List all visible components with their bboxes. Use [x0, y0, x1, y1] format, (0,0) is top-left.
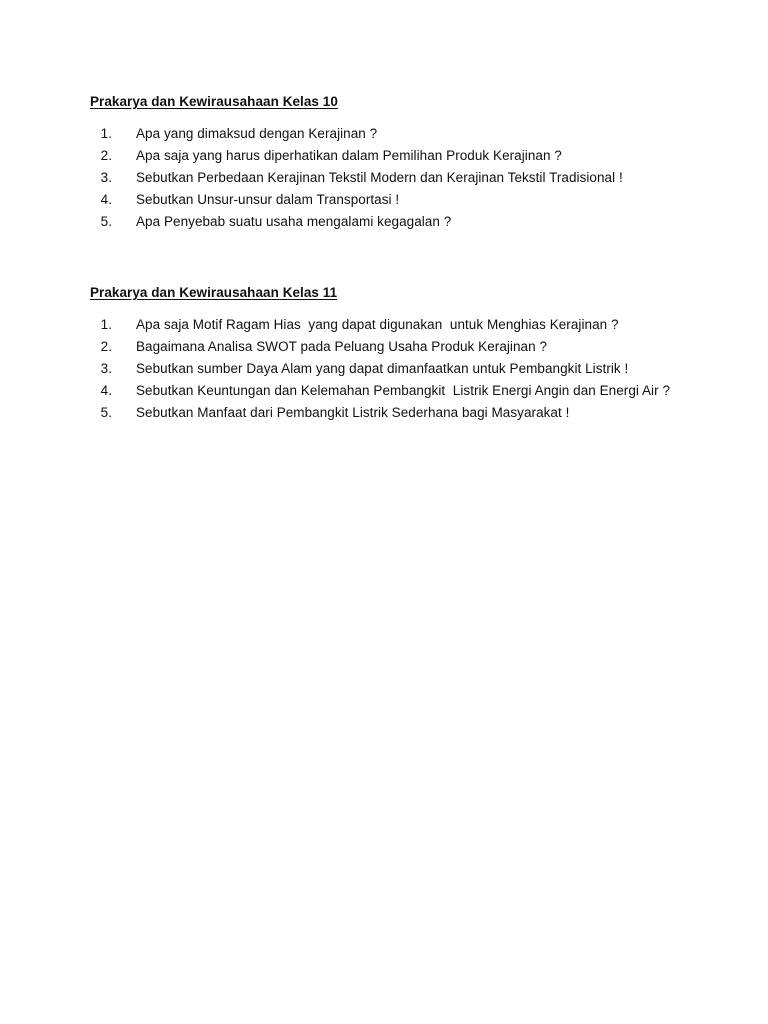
section-heading: Prakarya dan Kewirausahaan Kelas 11 [90, 285, 338, 300]
question-text: Bagaimana Analisa SWOT pada Peluang Usaha Produk Kerajinan ? [136, 339, 548, 354]
question-item [90, 147, 730, 169]
question-number: 5. [100, 214, 112, 229]
question-number: 1. [100, 317, 112, 332]
question-text: Apa saja yang harus diperhatikan dalam Pemilihan Produk Kerajinan ? [136, 148, 562, 163]
question-text: Apa yang dimaksud dengan Kerajinan ? [136, 126, 378, 141]
question-item [90, 382, 730, 404]
question-item [90, 360, 730, 382]
question-number: 3. [100, 361, 112, 376]
question-list [90, 316, 730, 426]
question-item [90, 191, 730, 213]
question-number: 4. [100, 192, 112, 207]
question-text: Sebutkan Unsur-unsur dalam Transportasi ! [136, 192, 400, 207]
question-text: Sebutkan Manfaat dari Pembangkit Listrik Sederhana bagi Masyarakat ! [136, 405, 570, 420]
section-kelas-10 [90, 93, 730, 235]
question-text: Apa saja Motif Ragam Hias yang dapat digunakan untuk Menghias Kerajinan ? [136, 317, 619, 332]
section-heading: Prakarya dan Kewirausahaan Kelas 10 [90, 94, 338, 109]
question-number: 5. [100, 405, 112, 420]
question-list [90, 125, 730, 235]
question-text: Apa Penyebab suatu usaha mengalami kegagalan ? [136, 214, 452, 229]
question-text: Sebutkan Perbedaan Kerajinan Tekstil Modern dan Kerajinan Tekstil Tradisional ! [136, 170, 623, 185]
question-item [90, 125, 730, 147]
question-number: 2. [100, 339, 112, 354]
question-text: Sebutkan sumber Daya Alam yang dapat dimanfaatkan untuk Pembangkit Listrik ! [136, 361, 629, 376]
question-item [90, 404, 730, 426]
question-item [90, 169, 730, 191]
question-item [90, 213, 730, 235]
question-number: 3. [100, 170, 112, 185]
question-number: 1. [100, 126, 112, 141]
section-kelas-11 [90, 284, 730, 426]
question-text: Sebutkan Keuntungan dan Kelemahan Pembangkit Listrik Energi Angin dan Energi Air ? [136, 383, 671, 398]
question-number: 4. [100, 383, 112, 398]
question-number: 2. [100, 148, 112, 163]
question-item [90, 316, 730, 338]
question-item [90, 338, 730, 360]
